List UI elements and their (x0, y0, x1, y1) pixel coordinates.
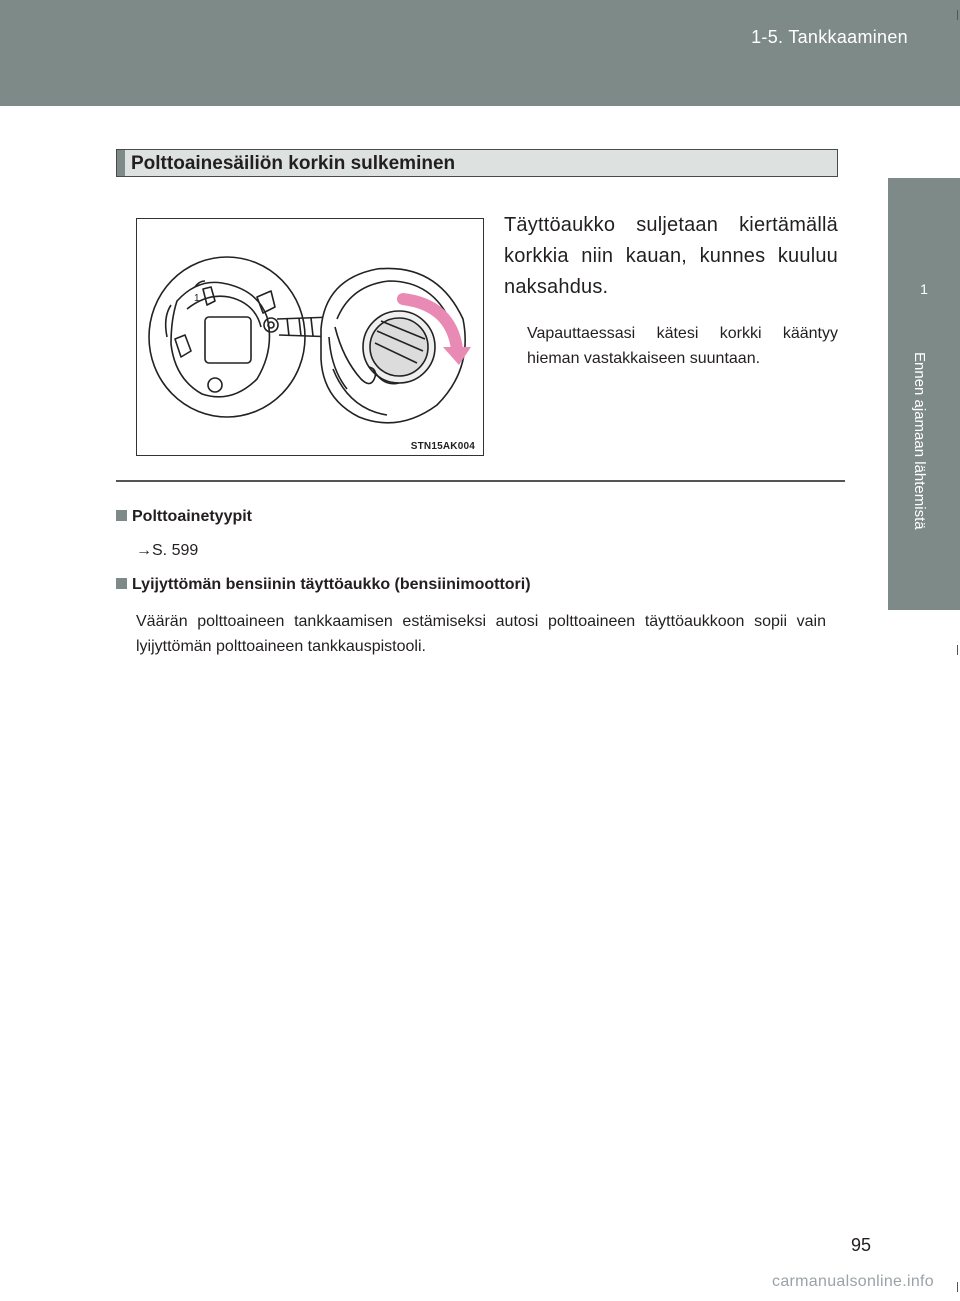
reference-text: S. 599 (152, 542, 199, 559)
fuel-cap-drawing (137, 219, 483, 455)
heading-marker (117, 150, 125, 176)
item-body-text: Väärän polttoaineen tankkaamisen estämiseksi autosi polttoaineen täyttöaukkoon sopii vain lyijyttömän polttoaineen tankkauspistooli. (136, 613, 826, 655)
crop-mark (957, 645, 958, 655)
header-bar (0, 0, 960, 106)
arrow-right-icon: → (136, 542, 152, 559)
page-reference-link[interactable] (136, 541, 198, 561)
svg-text:1: 1 (194, 293, 200, 304)
divider (116, 480, 845, 482)
section-title: 1-5. Tankkaaminen (751, 27, 908, 47)
item-title-text: Polttoainetyypit (132, 508, 253, 525)
item-title-unleaded-filler (116, 575, 531, 595)
figure-code: STN15AK004 (410, 441, 475, 452)
crop-mark (957, 10, 958, 20)
bullet-square-icon (116, 510, 127, 521)
item-title-fuel-types (116, 507, 252, 527)
instruction-main: Täyttöaukko suljetaan kiertämällä korkkia niin kauan, kunnes kuuluu naksahdus. (504, 214, 838, 298)
section-heading-text: Polttoainesäiliön korkin sulkeminen (131, 153, 456, 174)
watermark: carmanualsonline.info (772, 1273, 934, 1290)
chapter-title-tab[interactable] (888, 310, 960, 610)
instruction-note: Vapauttaessasi kätesi korkki kääntyy hieman vastakkaiseen suuntaan. (527, 325, 838, 367)
chapter-number-tab[interactable] (888, 178, 960, 310)
bullet-square-icon (116, 578, 127, 589)
fuel-cap-illustration (136, 218, 484, 456)
section-heading (116, 149, 838, 177)
chapter-title: Ennen ajamaan lähtemistä (911, 352, 928, 530)
page-number: 95 (850, 1235, 871, 1255)
crop-mark (957, 1282, 958, 1292)
item-title-text: Lyijyttömän bensiinin täyttöaukko (bensiinimoottori) (132, 576, 531, 593)
chapter-number: 1 (920, 281, 928, 298)
